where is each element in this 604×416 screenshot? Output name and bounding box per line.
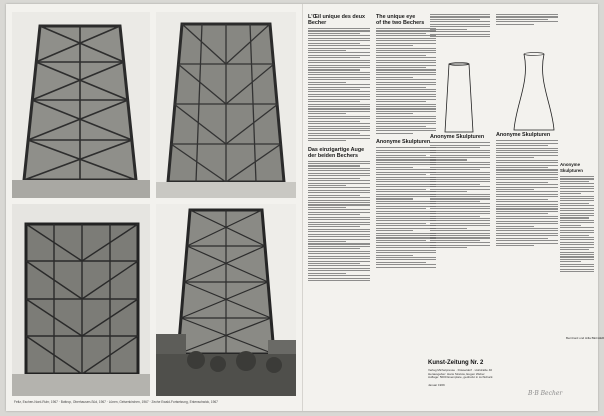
- newspaper-sheet: [6, 4, 604, 411]
- article-body-text-3a: [430, 14, 490, 37]
- masthead-title: Kunst-Zeitung Nr. 2: [428, 360, 484, 366]
- article-body-text-sculptures-1: [376, 147, 436, 268]
- signature-line: Bernhard und Hilla BECHER: [566, 336, 604, 340]
- illustration-cooling-tower-hyperbolic: [512, 52, 556, 132]
- masthead-date: Januar 1969: [428, 382, 445, 387]
- article-body-text-4a: [496, 14, 558, 25]
- photo-cooling-tower-3: [12, 204, 150, 396]
- article-body-text-sculptures-2: [430, 142, 490, 248]
- photo-cooling-tower-4: [156, 204, 296, 396]
- article-column-2: [376, 14, 436, 404]
- photo-cooling-tower-1: [12, 12, 150, 198]
- article-body-text-sculptures-4: [560, 176, 594, 272]
- article-title-english: The unique eye of the two Bechers: [376, 14, 425, 26]
- pencil-annotation: B·B Becher: [528, 390, 563, 397]
- illustration-cooling-tower-straight: [442, 62, 476, 134]
- article-title-sculptures-3: Anonyme Skulpturen: [496, 132, 551, 139]
- article-title-sculptures-2: Anonyme Skulpturen: [430, 134, 485, 141]
- article-column-5: [560, 14, 594, 344]
- masthead: [428, 360, 518, 387]
- article-title-german-2: Das einzigartige Auge der beiden Bechers: [308, 146, 365, 159]
- article-title-sculptures-4: Anonyme Skulpturen: [560, 162, 583, 173]
- article-body-text: [308, 28, 370, 141]
- article-title-sculptures-1: Anonyme Skulpturen: [376, 139, 431, 146]
- center-fold: [302, 4, 303, 411]
- article-body-text-english: [376, 28, 436, 134]
- article-body-text-2: [308, 161, 370, 282]
- photo-caption: Feltz, Eschen-Nord-Ruhr, 1967 · Bottrop, Oberhausen-Süd, 1967 · Lünen, Gelsenkirchen, 1967 · Zeche Ewald-Fortsetzung, Erkenschwick, 1967: [14, 400, 218, 404]
- masthead-publisher: Verlag Michelpresse · Düsseldorf · Hofstraße 40 Herausgeber: Hans Strelow, Eugen Weber Auflage: 5000 Exemplare, gedruckt in Lichtdruck: [428, 368, 493, 380]
- article-body-text-sculptures-3: [496, 140, 558, 246]
- photo-cooling-tower-2: [156, 12, 296, 198]
- article-title-german: L'Œil unique des deux Becher: [308, 14, 365, 26]
- article-column-1: [308, 14, 370, 404]
